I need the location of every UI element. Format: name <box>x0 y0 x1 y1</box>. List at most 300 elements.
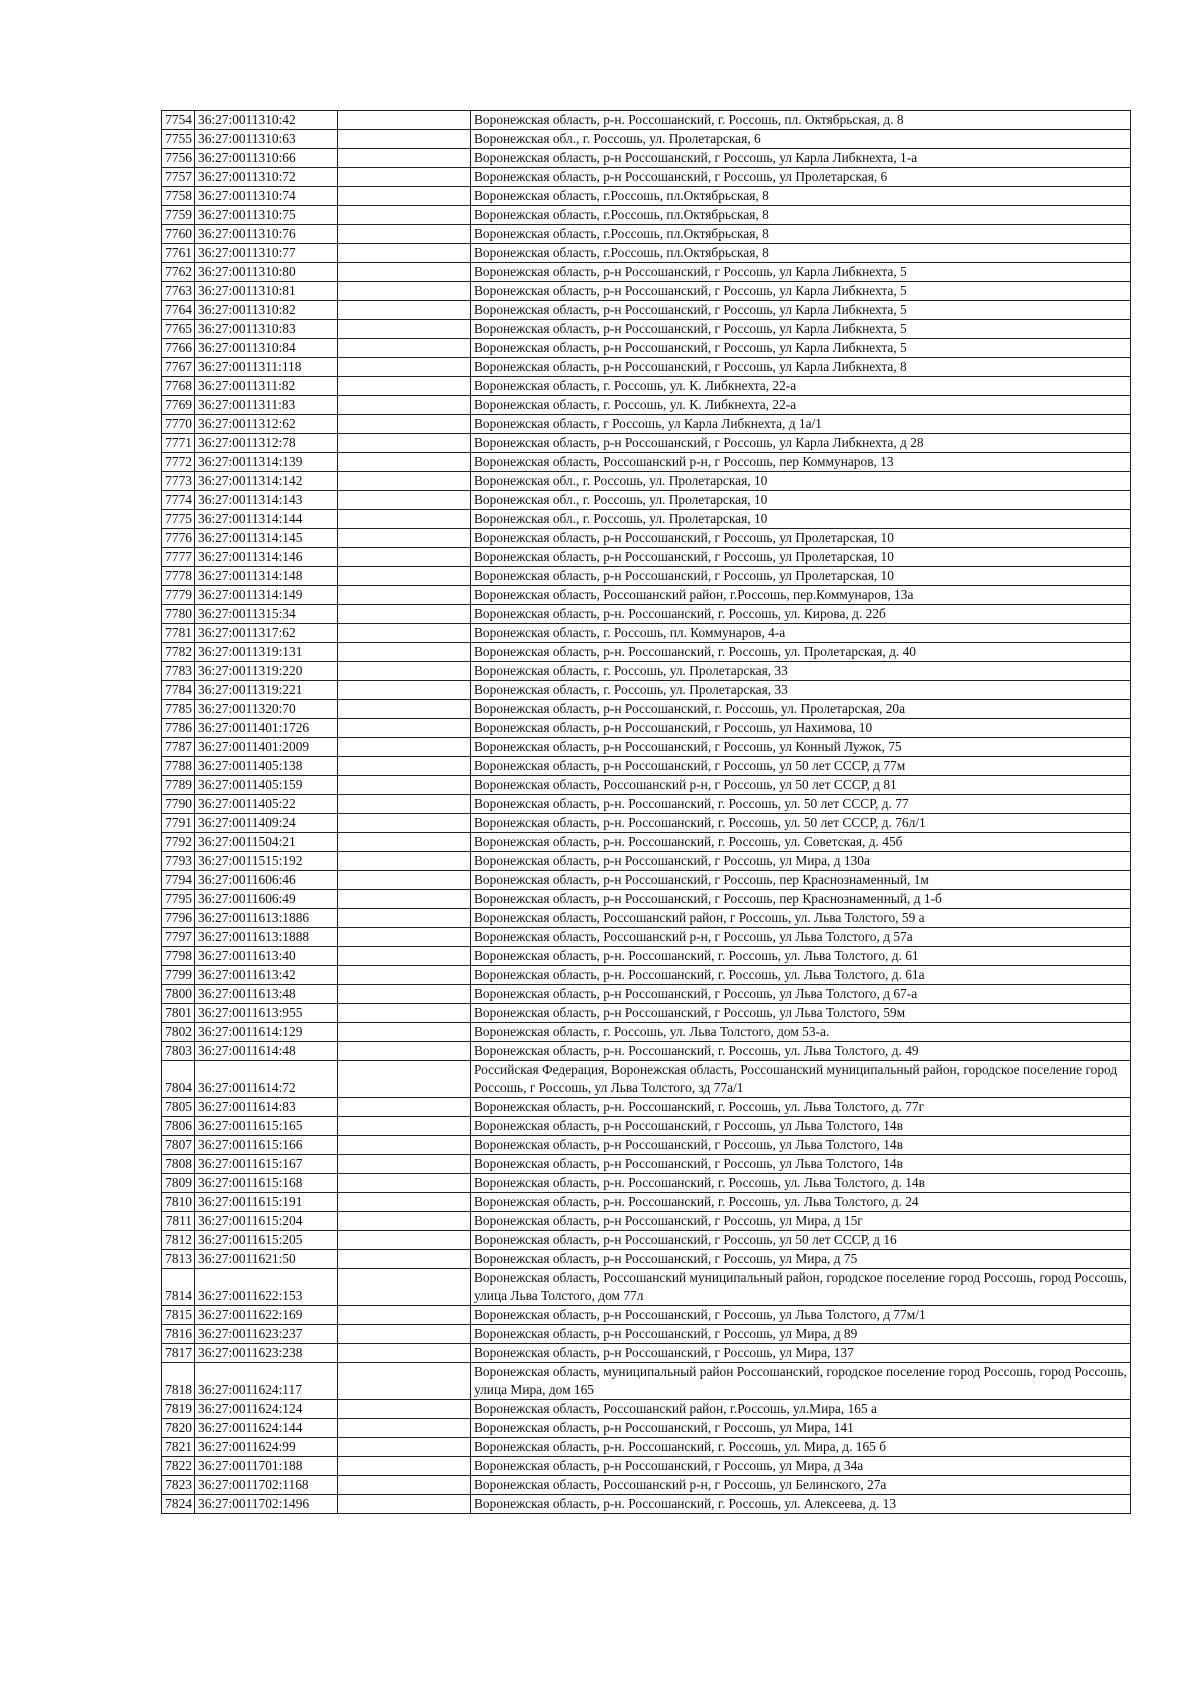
address-cell: Воронежская область, р-н. Россошанский, г. Россошь, ул. Льва Толстого, д. 49 <box>471 1042 1131 1061</box>
empty-cell <box>338 1212 471 1231</box>
empty-cell <box>338 1098 471 1117</box>
row-number-cell: 7761 <box>162 244 195 263</box>
register-table-body <box>162 111 1131 1514</box>
row-number-cell: 7768 <box>162 377 195 396</box>
empty-cell <box>338 757 471 776</box>
empty-cell <box>338 909 471 928</box>
row-number-cell: 7775 <box>162 510 195 529</box>
address-cell: Воронежская область, Россошанский район, г.Россошь, ул.Мира, 165 а <box>471 1400 1131 1419</box>
row-number-cell: 7821 <box>162 1438 195 1457</box>
address-cell: Воронежская обл., г. Россошь, ул. Пролетарская, 10 <box>471 491 1131 510</box>
address-cell: Воронежская область, р-н Россошанский, г Россошь, ул Пролетарская, 10 <box>471 567 1131 586</box>
address-cell: Воронежская область, р-н Россошанский, г Россошь, ул Льва Толстого, д 77м/1 <box>471 1306 1131 1325</box>
address-cell: Воронежская область, г Россошь, ул Карла Либкнехта, д 1а/1 <box>471 415 1131 434</box>
row-number-cell: 7815 <box>162 1306 195 1325</box>
address-cell: Воронежская область, р-н. Россошанский, г. Россошь, пл. Октябрьская, д. 8 <box>471 111 1131 130</box>
cadastral-number-cell: 36:27:0011613:40 <box>195 947 338 966</box>
table-row <box>162 909 1131 928</box>
empty-cell <box>338 472 471 491</box>
empty-cell <box>338 320 471 339</box>
table-row <box>162 320 1131 339</box>
table-row <box>162 947 1131 966</box>
table-row <box>162 1269 1131 1306</box>
row-number-cell: 7793 <box>162 852 195 871</box>
cadastral-number-cell: 36:27:0011405:138 <box>195 757 338 776</box>
address-cell: Воронежская область, р-н Россошанский, г Россошь, ул Мира, 141 <box>471 1419 1131 1438</box>
address-cell: Воронежская область, г. Россошь, ул. Льва Толстого, дом 53-а. <box>471 1023 1131 1042</box>
empty-cell <box>338 149 471 168</box>
cadastral-number-cell: 36:27:0011319:220 <box>195 662 338 681</box>
empty-cell <box>338 1136 471 1155</box>
address-cell: Воронежская область, р-н. Россошанский, г. Россошь, ул. Льва Толстого, д. 14в <box>471 1174 1131 1193</box>
table-row <box>162 1098 1131 1117</box>
address-cell: Воронежская область, р-н Россошанский, г Россошь, ул Мира, 137 <box>471 1344 1131 1363</box>
table-row <box>162 301 1131 320</box>
row-number-cell: 7809 <box>162 1174 195 1193</box>
address-cell: Воронежская область, р-н Россошанский, г Россошь, ул Льва Толстого, д 67-а <box>471 985 1131 1004</box>
address-cell: Воронежская область, Россошанский р-н, г Россошь, ул 50 лет СССР, д 81 <box>471 776 1131 795</box>
address-cell: Воронежская область, Россошанский р-н, г Россошь, ул Белинского, 27а <box>471 1476 1131 1495</box>
cadastral-number-cell: 36:27:0011613:42 <box>195 966 338 985</box>
empty-cell <box>338 928 471 947</box>
empty-cell <box>338 1250 471 1269</box>
empty-cell <box>338 1476 471 1495</box>
cadastral-number-cell: 36:27:0011405:159 <box>195 776 338 795</box>
cadastral-number-cell: 36:27:0011405:22 <box>195 795 338 814</box>
row-number-cell: 7791 <box>162 814 195 833</box>
row-number-cell: 7798 <box>162 947 195 966</box>
cadastral-number-cell: 36:27:0011613:48 <box>195 985 338 1004</box>
cadastral-number-cell: 36:27:0011319:221 <box>195 681 338 700</box>
address-cell: Воронежская область, р-н. Россошанский, г. Россошь, ул. Льва Толстого, д. 24 <box>471 1193 1131 1212</box>
row-number-cell: 7787 <box>162 738 195 757</box>
cadastral-number-cell: 36:27:0011623:238 <box>195 1344 338 1363</box>
cadastral-number-cell: 36:27:0011621:50 <box>195 1250 338 1269</box>
cadastral-number-cell: 36:27:0011622:169 <box>195 1306 338 1325</box>
cadastral-number-cell: 36:27:0011314:145 <box>195 529 338 548</box>
cadastral-number-cell: 36:27:0011310:76 <box>195 225 338 244</box>
table-row <box>162 491 1131 510</box>
row-number-cell: 7783 <box>162 662 195 681</box>
cadastral-number-cell: 36:27:0011310:81 <box>195 282 338 301</box>
table-row <box>162 339 1131 358</box>
row-number-cell: 7819 <box>162 1400 195 1419</box>
address-cell: Воронежская область, р-н Россошанский, г Россошь, ул 50 лет СССР, д 16 <box>471 1231 1131 1250</box>
address-cell: Воронежская область, р-н Россошанский, г Россошь, ул Нахимова, 10 <box>471 719 1131 738</box>
table-row <box>162 738 1131 757</box>
cadastral-number-cell: 36:27:0011622:153 <box>195 1269 338 1306</box>
table-row <box>162 1438 1131 1457</box>
cadastral-number-cell: 36:27:0011702:1168 <box>195 1476 338 1495</box>
table-row <box>162 1419 1131 1438</box>
empty-cell <box>338 263 471 282</box>
row-number-cell: 7802 <box>162 1023 195 1042</box>
address-cell: Воронежская область, р-н Россошанский, г Россошь, ул Мира, д 75 <box>471 1250 1131 1269</box>
cadastral-number-cell: 36:27:0011615:166 <box>195 1136 338 1155</box>
table-row <box>162 453 1131 472</box>
address-cell: Воронежская область, р-н Россошанский, г Россошь, ул Карла Либкнехта, д 28 <box>471 434 1131 453</box>
row-number-cell: 7759 <box>162 206 195 225</box>
cadastral-number-cell: 36:27:0011614:83 <box>195 1098 338 1117</box>
table-row <box>162 510 1131 529</box>
address-cell: Воронежская область, р-н Россошанский, г Россошь, ул Льва Толстого, 14в <box>471 1117 1131 1136</box>
empty-cell <box>338 776 471 795</box>
table-row <box>162 548 1131 567</box>
cadastral-number-cell: 36:27:0011515:192 <box>195 852 338 871</box>
empty-cell <box>338 1400 471 1419</box>
address-cell: Воронежская область, р-н Россошанский, г Россошь, ул Пролетарская, 10 <box>471 529 1131 548</box>
cadastral-number-cell: 36:27:0011314:144 <box>195 510 338 529</box>
address-cell: Воронежская область, р-н Россошанский, г Россошь, ул Мира, д 89 <box>471 1325 1131 1344</box>
empty-cell <box>338 1117 471 1136</box>
empty-cell <box>338 377 471 396</box>
row-number-cell: 7784 <box>162 681 195 700</box>
address-cell: Воронежская область, Россошанский район, г.Россошь, пер.Коммунаров, 13а <box>471 586 1131 605</box>
address-cell: Воронежская область, р-н. Россошанский, г. Россошь, ул. 50 лет СССР, д. 76л/1 <box>471 814 1131 833</box>
address-cell: Воронежская область, р-н Россошанский, г Россошь, ул Карла Либкнехта, 5 <box>471 339 1131 358</box>
address-cell: Воронежская область, р-н Россошанский, г Россошь, ул Льва Толстого, 14в <box>471 1155 1131 1174</box>
empty-cell <box>338 871 471 890</box>
cadastral-number-cell: 36:27:0011310:74 <box>195 187 338 206</box>
empty-cell <box>338 738 471 757</box>
empty-cell <box>338 1363 471 1400</box>
cadastral-number-cell: 36:27:0011314:139 <box>195 453 338 472</box>
row-number-cell: 7771 <box>162 434 195 453</box>
address-cell: Воронежская область, р-н. Россошанский, г. Россошь, ул. Советская, д. 45б <box>471 833 1131 852</box>
row-number-cell: 7772 <box>162 453 195 472</box>
cadastral-number-cell: 36:27:0011320:70 <box>195 700 338 719</box>
cadastral-number-cell: 36:27:0011624:99 <box>195 1438 338 1457</box>
table-row <box>162 624 1131 643</box>
row-number-cell: 7824 <box>162 1495 195 1514</box>
row-number-cell: 7807 <box>162 1136 195 1155</box>
empty-cell <box>338 111 471 130</box>
row-number-cell: 7758 <box>162 187 195 206</box>
cadastral-number-cell: 36:27:0011314:149 <box>195 586 338 605</box>
row-number-cell: 7766 <box>162 339 195 358</box>
empty-cell <box>338 833 471 852</box>
row-number-cell: 7774 <box>162 491 195 510</box>
table-row <box>162 1306 1131 1325</box>
row-number-cell: 7823 <box>162 1476 195 1495</box>
table-row <box>162 396 1131 415</box>
cadastral-number-cell: 36:27:0011312:78 <box>195 434 338 453</box>
empty-cell <box>338 1004 471 1023</box>
row-number-cell: 7816 <box>162 1325 195 1344</box>
row-number-cell: 7776 <box>162 529 195 548</box>
empty-cell <box>338 1438 471 1457</box>
cadastral-number-cell: 36:27:0011504:21 <box>195 833 338 852</box>
address-cell: Воронежская область, р-н Россошанский, г Россошь, ул 50 лет СССР, д 77м <box>471 757 1131 776</box>
table-row <box>162 871 1131 890</box>
table-row <box>162 1495 1131 1514</box>
row-number-cell: 7778 <box>162 567 195 586</box>
cadastral-number-cell: 36:27:0011401:2009 <box>195 738 338 757</box>
address-cell: Воронежская область, г.Россошь, пл.Октябрьская, 8 <box>471 225 1131 244</box>
empty-cell <box>338 1042 471 1061</box>
row-number-cell: 7765 <box>162 320 195 339</box>
table-row <box>162 681 1131 700</box>
row-number-cell: 7781 <box>162 624 195 643</box>
address-cell: Воронежская область, г. Россошь, ул. К. Либкнехта, 22-а <box>471 377 1131 396</box>
empty-cell <box>338 814 471 833</box>
table-row <box>162 605 1131 624</box>
row-number-cell: 7792 <box>162 833 195 852</box>
address-cell: Воронежская область, р-н. Россошанский, г. Россошь, ул. Мира, д. 165 б <box>471 1438 1131 1457</box>
empty-cell <box>338 358 471 377</box>
cadastral-number-cell: 36:27:0011702:1496 <box>195 1495 338 1514</box>
empty-cell <box>338 244 471 263</box>
cadastral-number-cell: 36:27:0011615:205 <box>195 1231 338 1250</box>
cadastral-number-cell: 36:27:0011614:48 <box>195 1042 338 1061</box>
cadastral-register-table <box>161 110 1131 1514</box>
row-number-cell: 7786 <box>162 719 195 738</box>
cadastral-number-cell: 36:27:0011310:72 <box>195 168 338 187</box>
table-row <box>162 586 1131 605</box>
cadastral-number-cell: 36:27:0011615:168 <box>195 1174 338 1193</box>
empty-cell <box>338 890 471 909</box>
row-number-cell: 7762 <box>162 263 195 282</box>
row-number-cell: 7770 <box>162 415 195 434</box>
table-row <box>162 434 1131 453</box>
address-cell: Воронежская область, р-н Россошанский, г Россошь, ул Карла Либкнехта, 5 <box>471 301 1131 320</box>
empty-cell <box>338 434 471 453</box>
empty-cell <box>338 1155 471 1174</box>
cadastral-number-cell: 36:27:0011311:83 <box>195 396 338 415</box>
address-cell: Воронежская область, р-н Россошанский, г Россошь, ул Мира, д 34а <box>471 1457 1131 1476</box>
cadastral-number-cell: 36:27:0011606:46 <box>195 871 338 890</box>
empty-cell <box>338 529 471 548</box>
address-cell: Воронежская область, р-н Россошанский, г Россошь, пер Краснознаменный, 1м <box>471 871 1131 890</box>
row-number-cell: 7794 <box>162 871 195 890</box>
table-row <box>162 1117 1131 1136</box>
empty-cell <box>338 206 471 225</box>
table-row <box>162 472 1131 491</box>
empty-cell <box>338 947 471 966</box>
address-cell: Воронежская область, р-н. Россошанский, г. Россошь, ул. Льва Толстого, д. 61а <box>471 966 1131 985</box>
table-row <box>162 719 1131 738</box>
row-number-cell: 7813 <box>162 1250 195 1269</box>
row-number-cell: 7779 <box>162 586 195 605</box>
empty-cell <box>338 1193 471 1212</box>
empty-cell <box>338 453 471 472</box>
empty-cell <box>338 700 471 719</box>
table-row <box>162 985 1131 1004</box>
address-cell: Воронежская область, р-н Россошанский, г Россошь, ул Пролетарская, 6 <box>471 168 1131 187</box>
table-row <box>162 833 1131 852</box>
empty-cell <box>338 586 471 605</box>
table-row <box>162 776 1131 795</box>
address-cell: Воронежская область, р-н. Россошанский, г. Россошь, ул. 50 лет СССР, д. 77 <box>471 795 1131 814</box>
table-row <box>162 643 1131 662</box>
address-cell: Воронежская область, Россошанский р-н, г Россошь, ул Льва Толстого, д 57а <box>471 928 1131 947</box>
table-row <box>162 757 1131 776</box>
cadastral-number-cell: 36:27:0011314:143 <box>195 491 338 510</box>
empty-cell <box>338 225 471 244</box>
table-row <box>162 111 1131 130</box>
cadastral-number-cell: 36:27:0011613:1886 <box>195 909 338 928</box>
empty-cell <box>338 1495 471 1514</box>
table-row <box>162 1363 1131 1400</box>
cadastral-number-cell: 36:27:0011310:75 <box>195 206 338 225</box>
row-number-cell: 7780 <box>162 605 195 624</box>
address-cell: Воронежская область, р-н Россошанский, г Россошь, ул Карла Либкнехта, 5 <box>471 263 1131 282</box>
row-number-cell: 7800 <box>162 985 195 1004</box>
address-cell: Воронежская область, Россошанский муниципальный район, городское поселение город Россошь, город Россошь, улица Льва Толстого, дом 77л <box>471 1269 1131 1306</box>
table-row <box>162 149 1131 168</box>
address-cell: Воронежская область, р-н. Россошанский, г. Россошь, ул. Алексеева, д. 13 <box>471 1495 1131 1514</box>
address-cell: Воронежская область, р-н Россошанский, г Россошь, ул Конный Лужок, 75 <box>471 738 1131 757</box>
address-cell: Воронежская область, г.Россошь, пл.Октябрьская, 8 <box>471 244 1131 263</box>
table-row <box>162 206 1131 225</box>
row-number-cell: 7764 <box>162 301 195 320</box>
cadastral-number-cell: 36:27:0011409:24 <box>195 814 338 833</box>
cadastral-number-cell: 36:27:0011319:131 <box>195 643 338 662</box>
address-cell: Воронежская область, р-н Россошанский, г Россошь, ул Мира, д 15г <box>471 1212 1131 1231</box>
empty-cell <box>338 985 471 1004</box>
address-cell: Воронежская область, р-н Россошанский, г. Россошь, ул. Пролетарская, 20а <box>471 700 1131 719</box>
empty-cell <box>338 966 471 985</box>
cadastral-number-cell: 36:27:0011401:1726 <box>195 719 338 738</box>
address-cell: Воронежская область, р-н Россошанский, г Россошь, ул Карла Либкнехта, 5 <box>471 320 1131 339</box>
table-row <box>162 928 1131 947</box>
empty-cell <box>338 719 471 738</box>
address-cell: Воронежская обл., г. Россошь, ул. Пролетарская, 6 <box>471 130 1131 149</box>
empty-cell <box>338 548 471 567</box>
address-cell: Воронежская область, муниципальный район Россошанский, городское поселение город Россошь, город Россошь, улица Мира, дом 165 <box>471 1363 1131 1400</box>
table-row <box>162 1457 1131 1476</box>
table-row <box>162 377 1131 396</box>
row-number-cell: 7811 <box>162 1212 195 1231</box>
row-number-cell: 7777 <box>162 548 195 567</box>
table-row <box>162 1212 1131 1231</box>
cadastral-number-cell: 36:27:0011615:167 <box>195 1155 338 1174</box>
table-row <box>162 1400 1131 1419</box>
table-row <box>162 244 1131 263</box>
row-number-cell: 7803 <box>162 1042 195 1061</box>
empty-cell <box>338 624 471 643</box>
address-cell: Воронежская область, р-н Россошанский, г Россошь, ул Пролетарская, 10 <box>471 548 1131 567</box>
table-row <box>162 1155 1131 1174</box>
address-cell: Воронежская область, р-н Россошанский, г Россошь, ул Карла Либкнехта, 8 <box>471 358 1131 377</box>
row-number-cell: 7773 <box>162 472 195 491</box>
row-number-cell: 7755 <box>162 130 195 149</box>
address-cell: Воронежская область, р-н. Россошанский, г. Россошь, ул. Льва Толстого, д. 61 <box>471 947 1131 966</box>
address-cell: Воронежская область, г. Россошь, пл. Коммунаров, 4-а <box>471 624 1131 643</box>
empty-cell <box>338 567 471 586</box>
table-row <box>162 187 1131 206</box>
cadastral-number-cell: 36:27:0011615:165 <box>195 1117 338 1136</box>
table-row <box>162 415 1131 434</box>
row-number-cell: 7769 <box>162 396 195 415</box>
address-cell: Воронежская область, г. Россошь, ул. Пролетарская, 33 <box>471 681 1131 700</box>
row-number-cell: 7767 <box>162 358 195 377</box>
cadastral-number-cell: 36:27:0011624:117 <box>195 1363 338 1400</box>
cadastral-number-cell: 36:27:0011701:188 <box>195 1457 338 1476</box>
table-row <box>162 1325 1131 1344</box>
empty-cell <box>338 1325 471 1344</box>
row-number-cell: 7754 <box>162 111 195 130</box>
address-cell: Российская Федерация, Воронежская область, Россошанский муниципальный район, городское поселение город Россошь, г Россошь, ул Льва Толстого, зд 77а/1 <box>471 1061 1131 1098</box>
table-row <box>162 529 1131 548</box>
empty-cell <box>338 510 471 529</box>
row-number-cell: 7763 <box>162 282 195 301</box>
cadastral-number-cell: 36:27:0011314:142 <box>195 472 338 491</box>
empty-cell <box>338 282 471 301</box>
address-cell: Воронежская область, р-н Россошанский, г Россошь, пер Краснознаменный, д 1-б <box>471 890 1131 909</box>
table-row <box>162 282 1131 301</box>
row-number-cell: 7789 <box>162 776 195 795</box>
row-number-cell: 7812 <box>162 1231 195 1250</box>
table-row <box>162 358 1131 377</box>
address-cell: Воронежская область, г. Россошь, ул. К. Либкнехта, 22-а <box>471 396 1131 415</box>
row-number-cell: 7797 <box>162 928 195 947</box>
table-row <box>162 1042 1131 1061</box>
row-number-cell: 7820 <box>162 1419 195 1438</box>
cadastral-number-cell: 36:27:0011614:129 <box>195 1023 338 1042</box>
address-cell: Воронежская обл., г. Россошь, ул. Пролетарская, 10 <box>471 472 1131 491</box>
empty-cell <box>338 396 471 415</box>
row-number-cell: 7760 <box>162 225 195 244</box>
row-number-cell: 7818 <box>162 1363 195 1400</box>
row-number-cell: 7756 <box>162 149 195 168</box>
row-number-cell: 7806 <box>162 1117 195 1136</box>
cadastral-number-cell: 36:27:0011310:42 <box>195 111 338 130</box>
address-cell: Воронежская область, Россошанский район, г Россошь, ул. Льва Толстого, 59 а <box>471 909 1131 928</box>
empty-cell <box>338 1344 471 1363</box>
row-number-cell: 7799 <box>162 966 195 985</box>
table-row <box>162 795 1131 814</box>
table-row <box>162 1174 1131 1193</box>
table-row <box>162 1061 1131 1098</box>
cadastral-number-cell: 36:27:0011310:77 <box>195 244 338 263</box>
table-row <box>162 567 1131 586</box>
table-row <box>162 1250 1131 1269</box>
empty-cell <box>338 662 471 681</box>
cadastral-number-cell: 36:27:0011310:66 <box>195 149 338 168</box>
cadastral-number-cell: 36:27:0011311:118 <box>195 358 338 377</box>
row-number-cell: 7817 <box>162 1344 195 1363</box>
row-number-cell: 7788 <box>162 757 195 776</box>
cadastral-number-cell: 36:27:0011615:191 <box>195 1193 338 1212</box>
table-row <box>162 814 1131 833</box>
empty-cell <box>338 1023 471 1042</box>
empty-cell <box>338 187 471 206</box>
address-cell: Воронежская область, р-н Россошанский, г Россошь, ул Льва Толстого, 14в <box>471 1136 1131 1155</box>
empty-cell <box>338 852 471 871</box>
address-cell: Воронежская область, р-н Россошанский, г Россошь, ул Льва Толстого, 59м <box>471 1004 1131 1023</box>
cadastral-number-cell: 36:27:0011311:82 <box>195 377 338 396</box>
row-number-cell: 7810 <box>162 1193 195 1212</box>
cadastral-number-cell: 36:27:0011310:83 <box>195 320 338 339</box>
address-cell: Воронежская область, р-н. Россошанский, г. Россошь, ул. Льва Толстого, д. 77г <box>471 1098 1131 1117</box>
empty-cell <box>338 1269 471 1306</box>
table-row <box>162 1004 1131 1023</box>
cadastral-number-cell: 36:27:0011314:146 <box>195 548 338 567</box>
cadastral-number-cell: 36:27:0011317:62 <box>195 624 338 643</box>
cadastral-number-cell: 36:27:0011624:144 <box>195 1419 338 1438</box>
empty-cell <box>338 130 471 149</box>
address-cell: Воронежская область, Россошанский р-н, г Россошь, пер Коммунаров, 13 <box>471 453 1131 472</box>
cadastral-number-cell: 36:27:0011314:148 <box>195 567 338 586</box>
cadastral-number-cell: 36:27:0011315:34 <box>195 605 338 624</box>
row-number-cell: 7801 <box>162 1004 195 1023</box>
address-cell: Воронежская обл., г. Россошь, ул. Пролетарская, 10 <box>471 510 1131 529</box>
table-row <box>162 1136 1131 1155</box>
table-row <box>162 1023 1131 1042</box>
row-number-cell: 7796 <box>162 909 195 928</box>
address-cell: Воронежская область, р-н. Россошанский, г. Россошь, ул. Кирова, д. 22б <box>471 605 1131 624</box>
